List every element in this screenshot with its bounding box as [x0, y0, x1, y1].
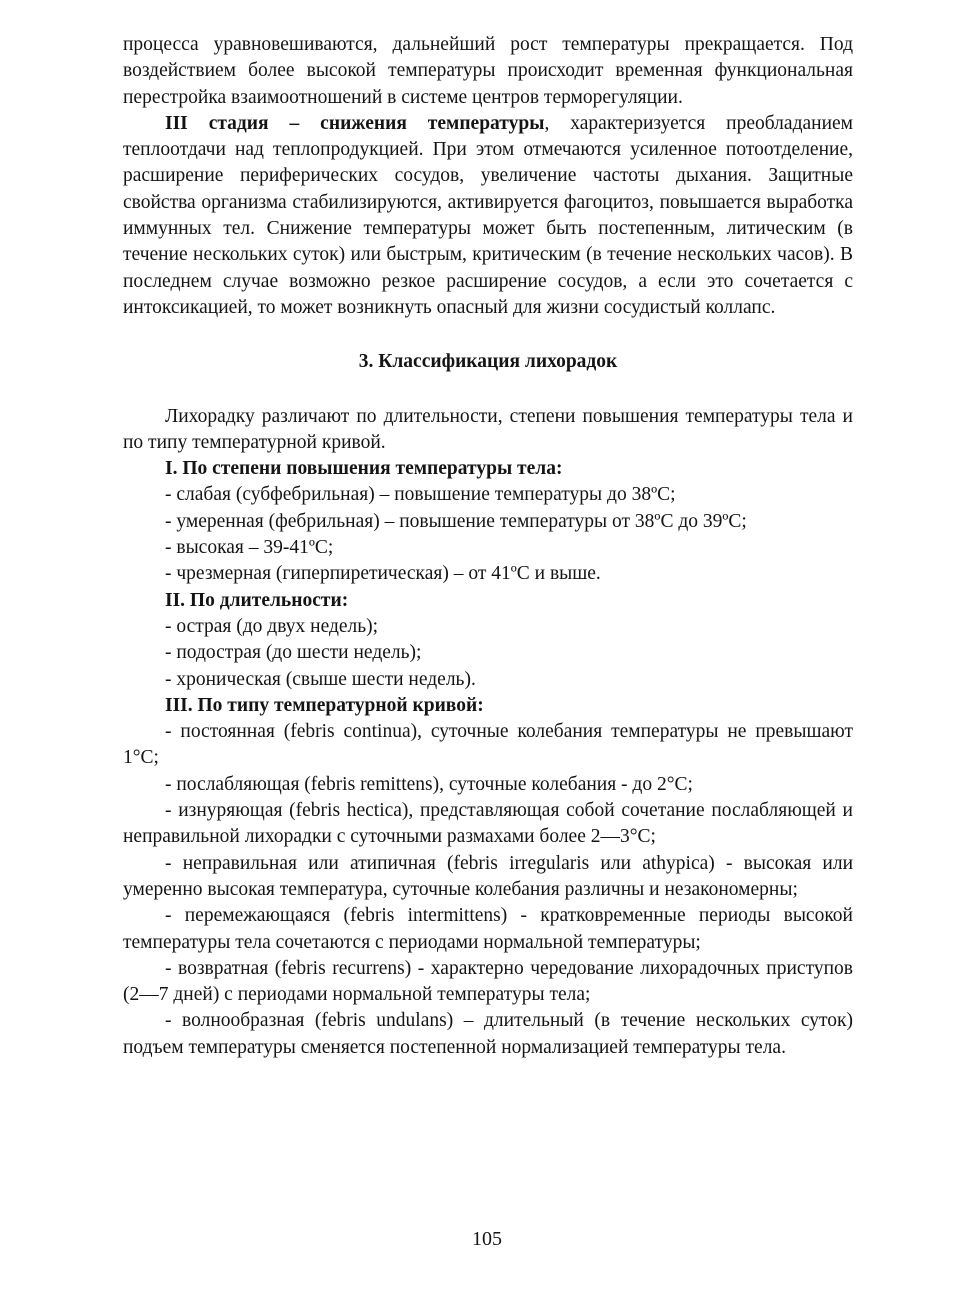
degree-heading: I. По степени повышения температуры тела:	[165, 458, 563, 480]
list-item: - неправильная или атипичная (febris irregularis или athypica) - высокая или умеренно высокая температура, суточные колебания различны и незакономерны;	[123, 852, 853, 900]
list-item: - умеренная (фебрильная) – повышение температуры от 38ºС до 39ºС;	[165, 510, 747, 532]
list-item: - изнуряющая (febris hectica), представляющая собой сочетание послабляющей и неправильной лихорадки с суточными размахами более 2—3°С;	[123, 800, 853, 848]
list-item: - перемежающаяся (febris intermittens) - кратковременные периоды высокой температуры тела сочетаются с периодами нормальной температуры;	[123, 905, 853, 953]
section-title: 3. Классификация лихорадок	[358, 351, 618, 373]
list-item: - чрезмерная (гиперпиретическая) – от 41ºС и выше.	[165, 563, 601, 585]
list-item: - хроническая (свыше шести недель).	[165, 668, 476, 690]
page-body	[123, 32, 853, 1061]
list-item: - подострая (до шести недель);	[165, 642, 422, 664]
list-item: - волнообразная (febris undulans) – длительный (в течение нескольких суток) подъем температуры сменяется постепенной нормализацией температуры тела.	[123, 1010, 853, 1058]
stage3-text: , характеризуется преобладанием теплоотдачи над теплопродукцией. При этом отмечаются усиленное потоотделение, расширение периферических сосудов, увеличение частоты дыхания. Защитные свойства организма стабилизируются, активируется фагоцитоз, повышается выработка иммунных тел. Снижение температуры может быть постепенным, литическим (в течение нескольких суток) или быстрым, критическим (в течение нескольких часов). В последнем случае возможно резкое расширение сосудов, а если это сочетается с интоксикацией, то может возникнуть опасный для жизни сосудистый коллапс.	[123, 112, 854, 318]
list-item: - постоянная (febris continua), суточные колебания температуры не превышают 1°С;	[123, 721, 853, 769]
section-intro: Лихорадку различают по длительности, степени повышения температуры тела и по типу температурной кривой.	[123, 405, 853, 453]
list-item: - острая (до двух недель);	[165, 615, 379, 637]
duration-heading: II. По длительности:	[165, 589, 349, 611]
intro-paragraph: процесса уравновешиваются, дальнейший рост температуры прекращается. Под воздействием более высокой температуры происходит временная функциональная перестройка взаимоотношений в системе центров терморегуляции.	[123, 34, 853, 108]
stage3-paragraph	[123, 111, 853, 321]
page-number: 105	[472, 1228, 502, 1250]
curve-heading: III. По типу температурной кривой:	[165, 694, 484, 716]
list-item: - высокая – 39-41ºС;	[165, 537, 334, 559]
stage3-label: III стадия – снижения температуры	[165, 112, 545, 134]
list-item: - слабая (субфебрильная) – повышение температуры до 38ºС;	[165, 484, 676, 506]
list-item: - послабляющая (febris remittens), суточные колебания - до 2°С;	[165, 773, 693, 795]
list-item: - возвратная (febris recurrens) - характерно чередование лихорадочных приступов (2—7 дней) с периодами нормальной температуры тела;	[123, 957, 853, 1006]
